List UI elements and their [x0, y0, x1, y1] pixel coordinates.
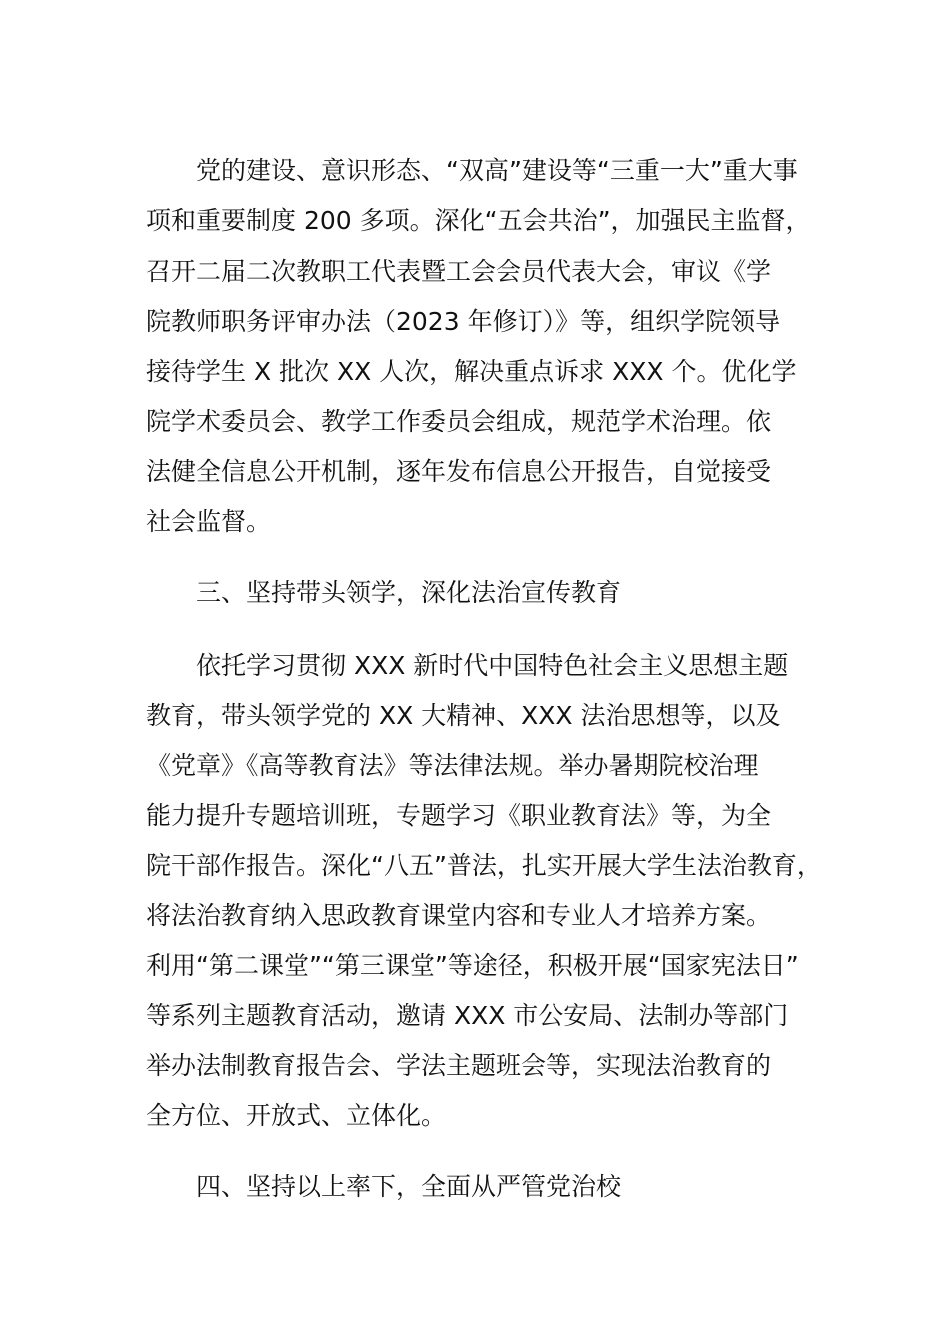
paragraph-line: 院干部作报告。深化“八五”普法，扎实开展大学生法治教育，	[146, 851, 822, 880]
paragraph-line: 召开二届二次教职工代表暨工会会员代表大会，审议《学	[146, 257, 772, 286]
paragraph-line: 利用“第二课堂”“第三课堂”等途径，积极开展“国家宪法日”	[146, 951, 799, 980]
paragraph-line: 全方位、开放式、立体化。	[146, 1101, 447, 1130]
paragraph-line: 接待学生 X 批次 XX 人次，解决重点诉求 XXX 个。优化学	[146, 357, 797, 386]
paragraph-line: 院教师职务评审办法（2023 年修订）》等，组织学院领导	[146, 307, 781, 336]
paragraph-line: 《党章》《高等教育法》等法律法规。举办暑期院校治理	[146, 751, 759, 780]
paragraph-line: 举办法制教育报告会、学法主题班会等，实现法治教育的	[146, 1051, 772, 1080]
paragraph-line: 党的建设、意识形态、“双高”建设等“三重一大”重大事	[196, 156, 798, 185]
section-heading-4: 四、坚持以上率下，全面从严管党治校	[196, 1172, 622, 1201]
paragraph-line: 能力提升专题培训班，专题学习《职业教育法》等，为全	[146, 801, 772, 830]
paragraph-line: 项和重要制度 200 多项。深化“五会共治”，加强民主监督，	[146, 206, 811, 235]
paragraph-line: 社会监督。	[146, 507, 272, 536]
paragraph-line: 依托学习贯彻 XXX 新时代中国特色社会主义思想主题	[196, 651, 789, 680]
paragraph-line: 教育，带头领学党的 XX 大精神、XXX 法治思想等，以及	[146, 701, 781, 730]
paragraph-line: 法健全信息公开机制，逐年发布信息公开报告，自觉接受	[146, 457, 772, 486]
section-heading-3: 三、坚持带头领学，深化法治宣传教育	[196, 578, 622, 607]
paragraph-line: 院学术委员会、教学工作委员会组成，规范学术治理。依	[146, 407, 772, 436]
paragraph-line: 将法治教育纳入思政教育课堂内容和专业人才培养方案。	[146, 901, 772, 930]
paragraph-line: 等系列主题教育活动，邀请 XXX 市公安局、法制办等部门	[146, 1001, 789, 1030]
